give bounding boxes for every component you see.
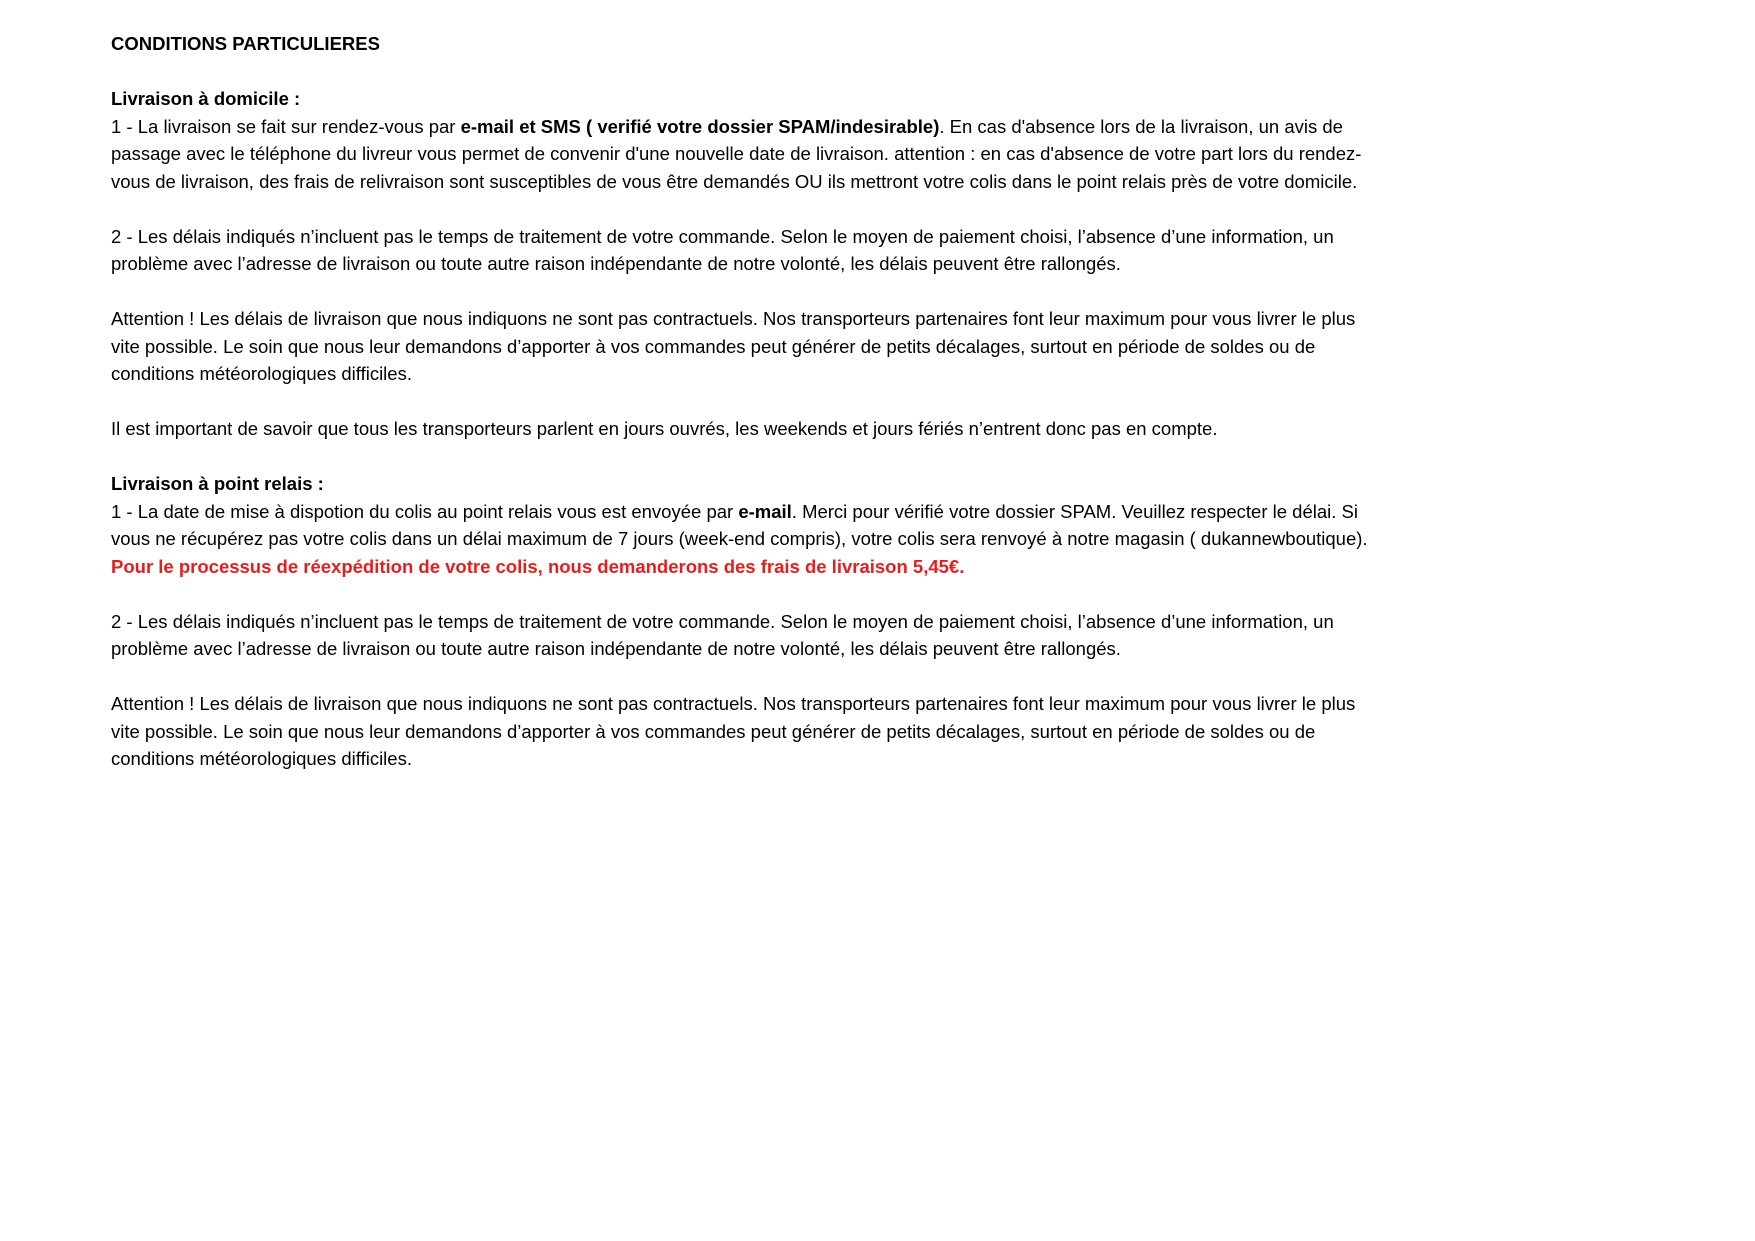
relay-delivery-section [111,470,1371,773]
home-delivery-p3: Attention ! Les délais de livraison que nous indiquons ne sont pas contractuels. Nos transporteurs partenaires font leur maximum pour vous livrer le plus vite possible. Le soin que nous leur demandons d’apporter à vos commandes peut générer de petits décalages, surtout en période de soldes ou de conditions météorologiques difficiles. [111,308,1356,384]
relay-delivery-p1-red-notice: Pour le processus de réexpédition de votre colis, nous demanderons des frais de livraison 5,45€. [111,555,965,577]
document-page [111,30,1371,800]
document-title: CONDITIONS PARTICULIERES [111,33,380,54]
relay-delivery-p2: 2 - Les délais indiqués n’incluent pas le temps de traitement de votre commande. Selon le moyen de paiement choisi, l’absence d’une information, un problème avec l’adresse de livraison ou toute autre raison indépendante de notre volonté, les délais peuvent être rallongés. [111,610,1334,659]
relay-delivery-heading: Livraison à point relais : [111,473,324,494]
relay-delivery-p1-text-b: . Merci pour vérifié votre dossier SPAM. Veuillez respecter le délai. Si vous ne récupérez pas votre colis dans un délai maximum de 7 jours (week-end compris), votre colis sera renvoyé à notre magasin ( dukannewboutique). [111,500,1368,549]
relay-delivery-p1-text-a: 1 - La date de mise à dispotion du colis au point relais vous est envoyée par [111,500,739,522]
home-delivery-p1-text-b: . En cas d'absence lors de la livraison, un avis de passage avec le téléphone du livreur vous permet de convenir d'une nouvelle date de livraison. attention : en cas d'absence de votre part lors du rendez-vous de livraison, des frais de relivraison sont susceptibles de vous être demandés OU ils mettront votre colis dans le point relais près de votre domicile. [111,115,1362,192]
home-delivery-p4: Il est important de savoir que tous les transporteurs parlent en jours ouvrés, les weekends et jours fériés n’entrent donc pas en compte. [111,418,1218,439]
relay-delivery-p1-bold: e-mail [738,500,792,522]
relay-delivery-p3: Attention ! Les délais de livraison que nous indiquons ne sont pas contractuels. Nos transporteurs partenaires font leur maximum pour vous livrer le plus vite possible. Le soin que nous leur demandons d’apporter à vos commandes peut générer de petits décalages, surtout en période de soldes ou de conditions météorologiques difficiles. [111,693,1356,769]
relay-delivery-p1 [111,470,1371,580]
home-delivery-heading: Livraison à domicile : [111,88,301,109]
home-delivery-p1-bold: e-mail et SMS ( verifié votre dossier SPAM/indesirable) [460,115,940,137]
home-delivery-section [111,85,1371,443]
home-delivery-p1 [111,85,1371,195]
home-delivery-p2: 2 - Les délais indiqués n’incluent pas le temps de traitement de votre commande. Selon le moyen de paiement choisi, l’absence d’une information, un problème avec l’adresse de livraison ou toute autre raison indépendante de notre volonté, les délais peuvent être rallongés. [111,225,1334,274]
home-delivery-p1-text-a: 1 - La livraison se fait sur rendez-vous par [111,115,461,137]
